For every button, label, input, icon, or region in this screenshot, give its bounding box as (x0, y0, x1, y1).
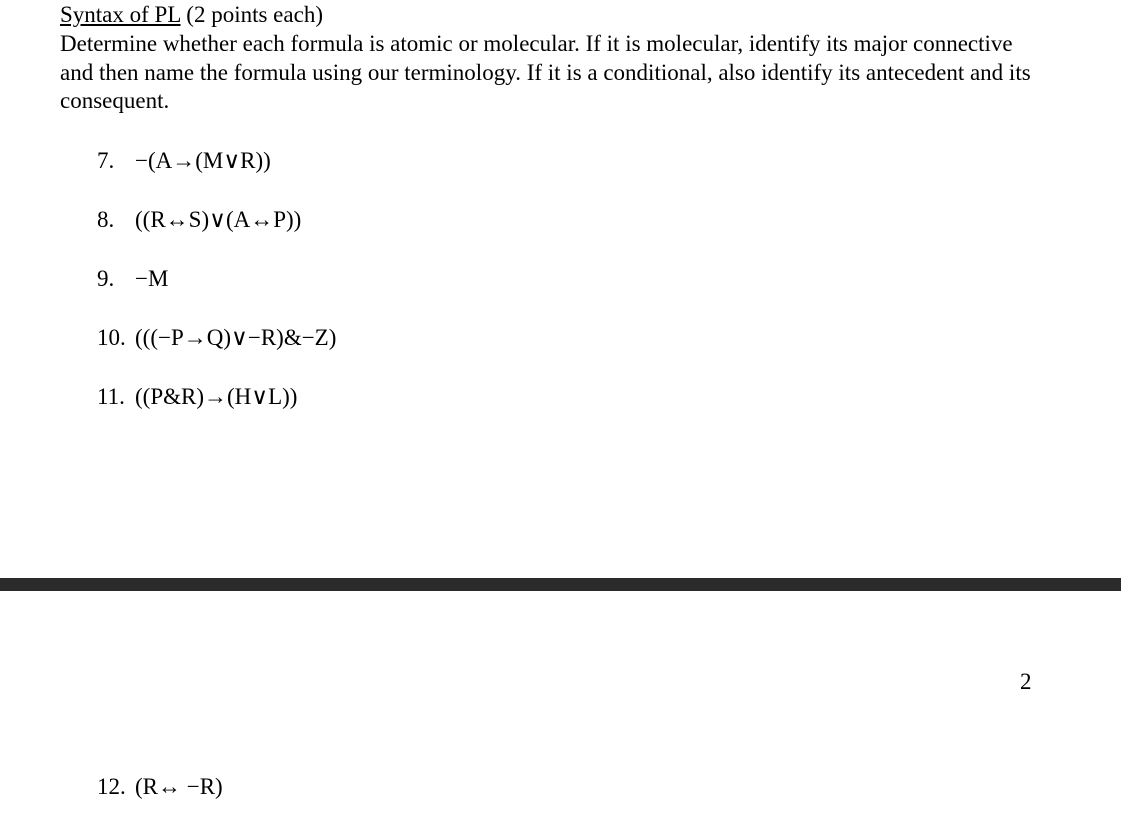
problem-formula: ((R↔S)∨(A↔P)) (135, 207, 302, 232)
problem-9 (97, 265, 168, 293)
problem-10 (97, 324, 336, 352)
instructions-text: Determine whether each formula is atomic or molecular. If it is molecular, identify its major connective and then name the formula using our terminology. If it is a conditional, also identify its antecedent and its consequent. (60, 31, 1031, 113)
section-title: Syntax of PL (60, 2, 181, 27)
problem-formula: −M (135, 266, 169, 291)
section-points: (2 points each) (186, 2, 323, 27)
problem-number: 8. (97, 207, 115, 232)
problem-7 (97, 147, 271, 175)
problem-number: 10. (97, 325, 126, 350)
problem-11 (97, 383, 297, 411)
page-number: 2 (1020, 669, 1032, 694)
page-break-divider (0, 578, 1121, 591)
problem-formula: (((−P→Q)∨−R)&−Z) (135, 325, 337, 350)
problem-formula: (R↔ −R) (135, 774, 223, 799)
problem-8 (97, 206, 301, 234)
problem-formula: −(A→(M∨R)) (135, 148, 271, 173)
problem-number: 9. (97, 266, 115, 291)
problem-number: 12. (97, 774, 126, 799)
problem-number: 11. (97, 384, 125, 409)
problem-formula: ((P&R)→(H∨L)) (135, 384, 298, 409)
section-heading (60, 2, 323, 28)
problem-number: 7. (97, 148, 115, 173)
problem-12 (97, 773, 223, 801)
